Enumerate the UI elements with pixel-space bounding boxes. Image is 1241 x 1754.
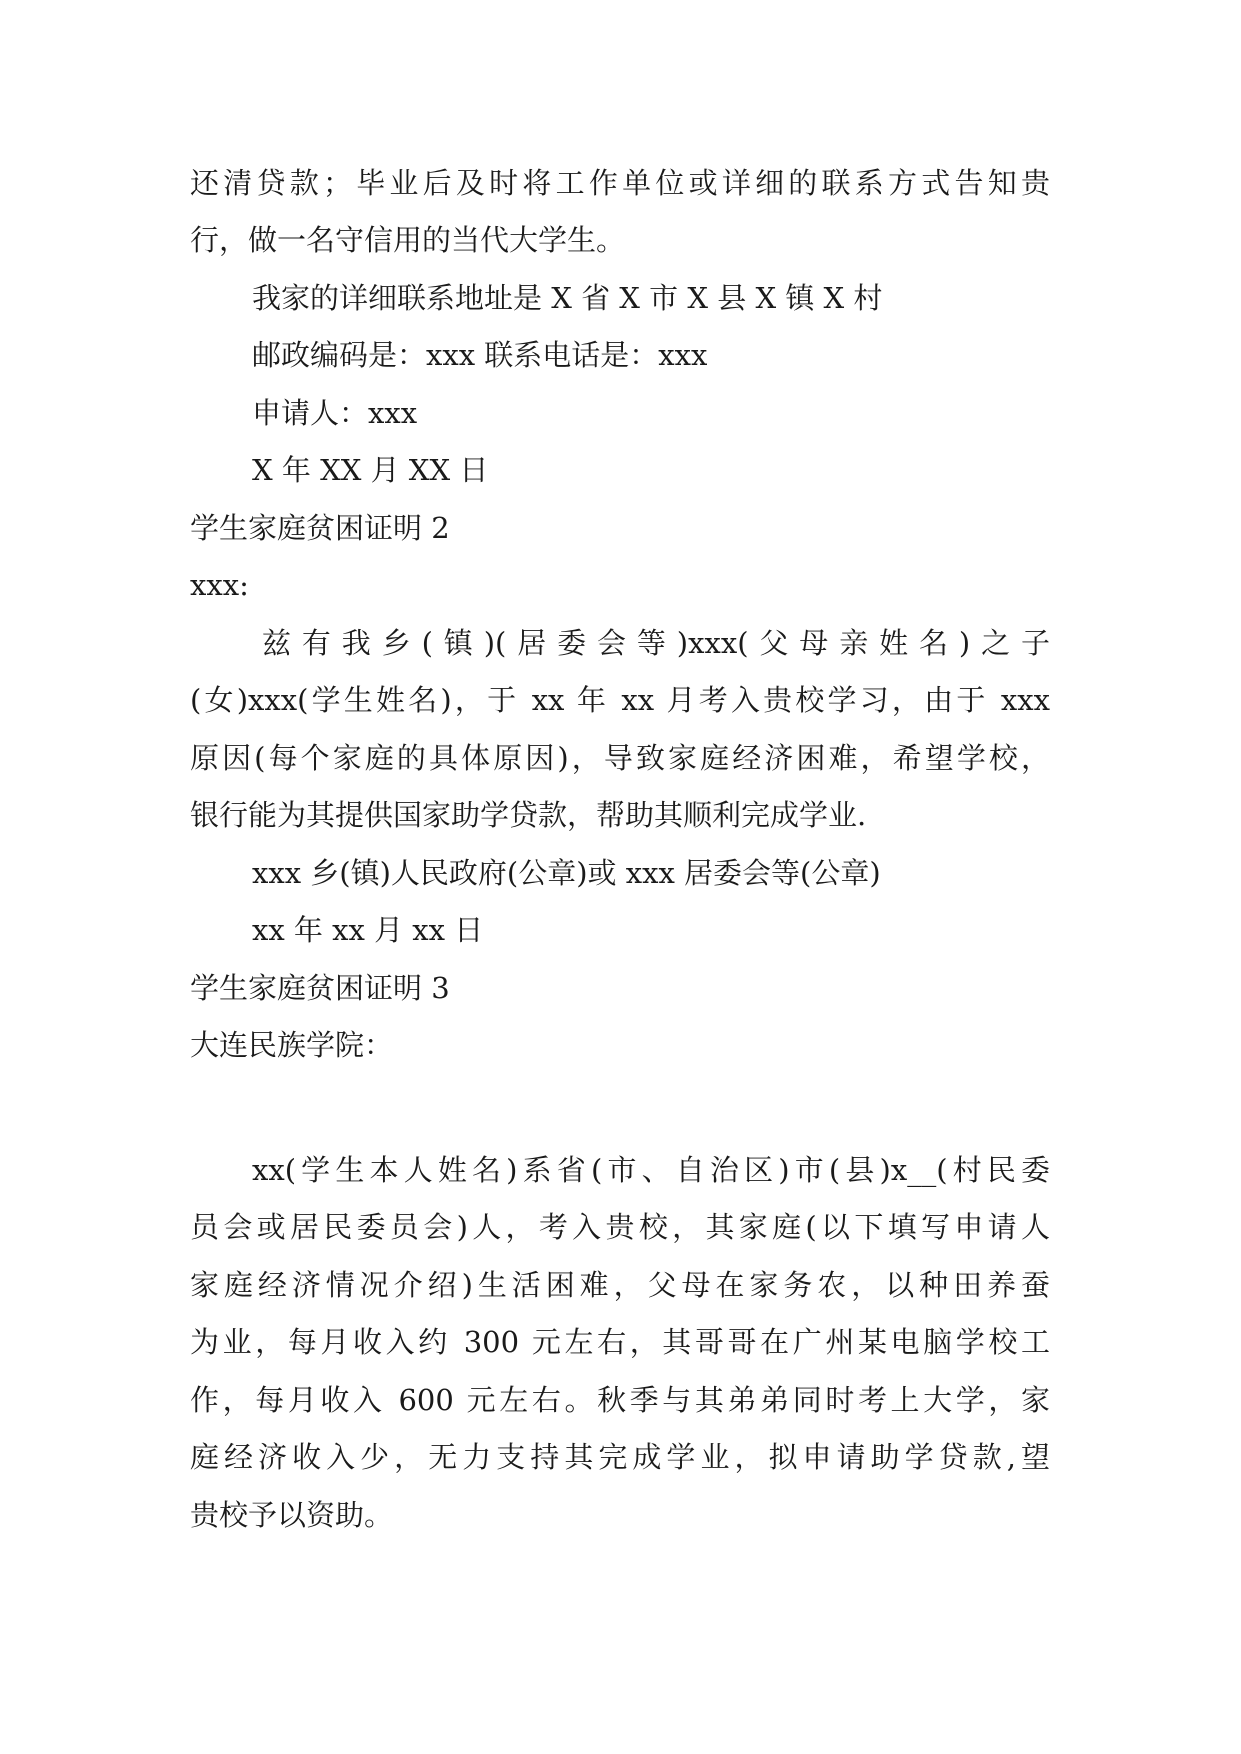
paragraph-line: 贵校予以资助。	[190, 1498, 394, 1532]
date-line: xx 年 xx 月 xx 日	[252, 913, 484, 947]
applicant-line: 申请人：xxx	[252, 396, 418, 430]
paragraph-line: 银行能为其提供国家助学贷款，帮助其顺利完成学业.	[190, 798, 867, 832]
paragraph-line: 员会或居民委员会)人，考入贵校，其家庭(以下填写申请人	[190, 1210, 1050, 1244]
paragraph-line: 还清贷款；毕业后及时将工作单位或详细的联系方式告知贵	[190, 166, 1050, 200]
paragraph-line: 家庭经济情况介绍)生活困难，父母在家务农，以种田养蚕	[190, 1268, 1050, 1302]
seal-line: xxx 乡(镇)人民政府(公章)或 xxx 居委会等(公章)	[252, 856, 881, 890]
salutation: xxx:	[190, 568, 249, 602]
paragraph-line: 兹有我乡(镇)(居委会等)xxx(父母亲姓名)之子	[262, 626, 1050, 660]
salutation: 大连民族学院：	[190, 1028, 394, 1062]
paragraph-line: 为业，每月收入约 300 元左右，其哥哥在广州某电脑学校工	[190, 1325, 1050, 1359]
paragraph-line: 行，做一名守信用的当代大学生。	[190, 223, 626, 257]
postal-phone-line: 邮政编码是：xxx 联系电话是：xxx	[252, 338, 708, 372]
address-line: 我家的详细联系地址是 X 省 X 市 X 县 X 镇 X 村	[252, 281, 883, 315]
paragraph-line: 作，每月收入 600 元左右。秋季与其弟弟同时考上大学，家	[190, 1383, 1050, 1417]
section-heading: 学生家庭贫困证明 3	[190, 971, 450, 1005]
paragraph-line: 原因(每个家庭的具体原因)，导致家庭经济困难，希望学校，	[190, 741, 1050, 775]
paragraph-line: 庭经济收入少，无力支持其完成学业，拟申请助学贷款,望	[190, 1440, 1050, 1474]
section-heading: 学生家庭贫困证明 2	[190, 511, 450, 545]
date-line: X 年 XX 月 XX 日	[252, 453, 489, 487]
paragraph-line: (女)xxx(学生姓名)，于 xx 年 xx 月考入贵校学习，由于 xxx	[190, 683, 1050, 717]
paragraph-line: xx(学生本人姓名)系省(市、自治区)市(县)x__(村民委	[252, 1153, 1050, 1187]
